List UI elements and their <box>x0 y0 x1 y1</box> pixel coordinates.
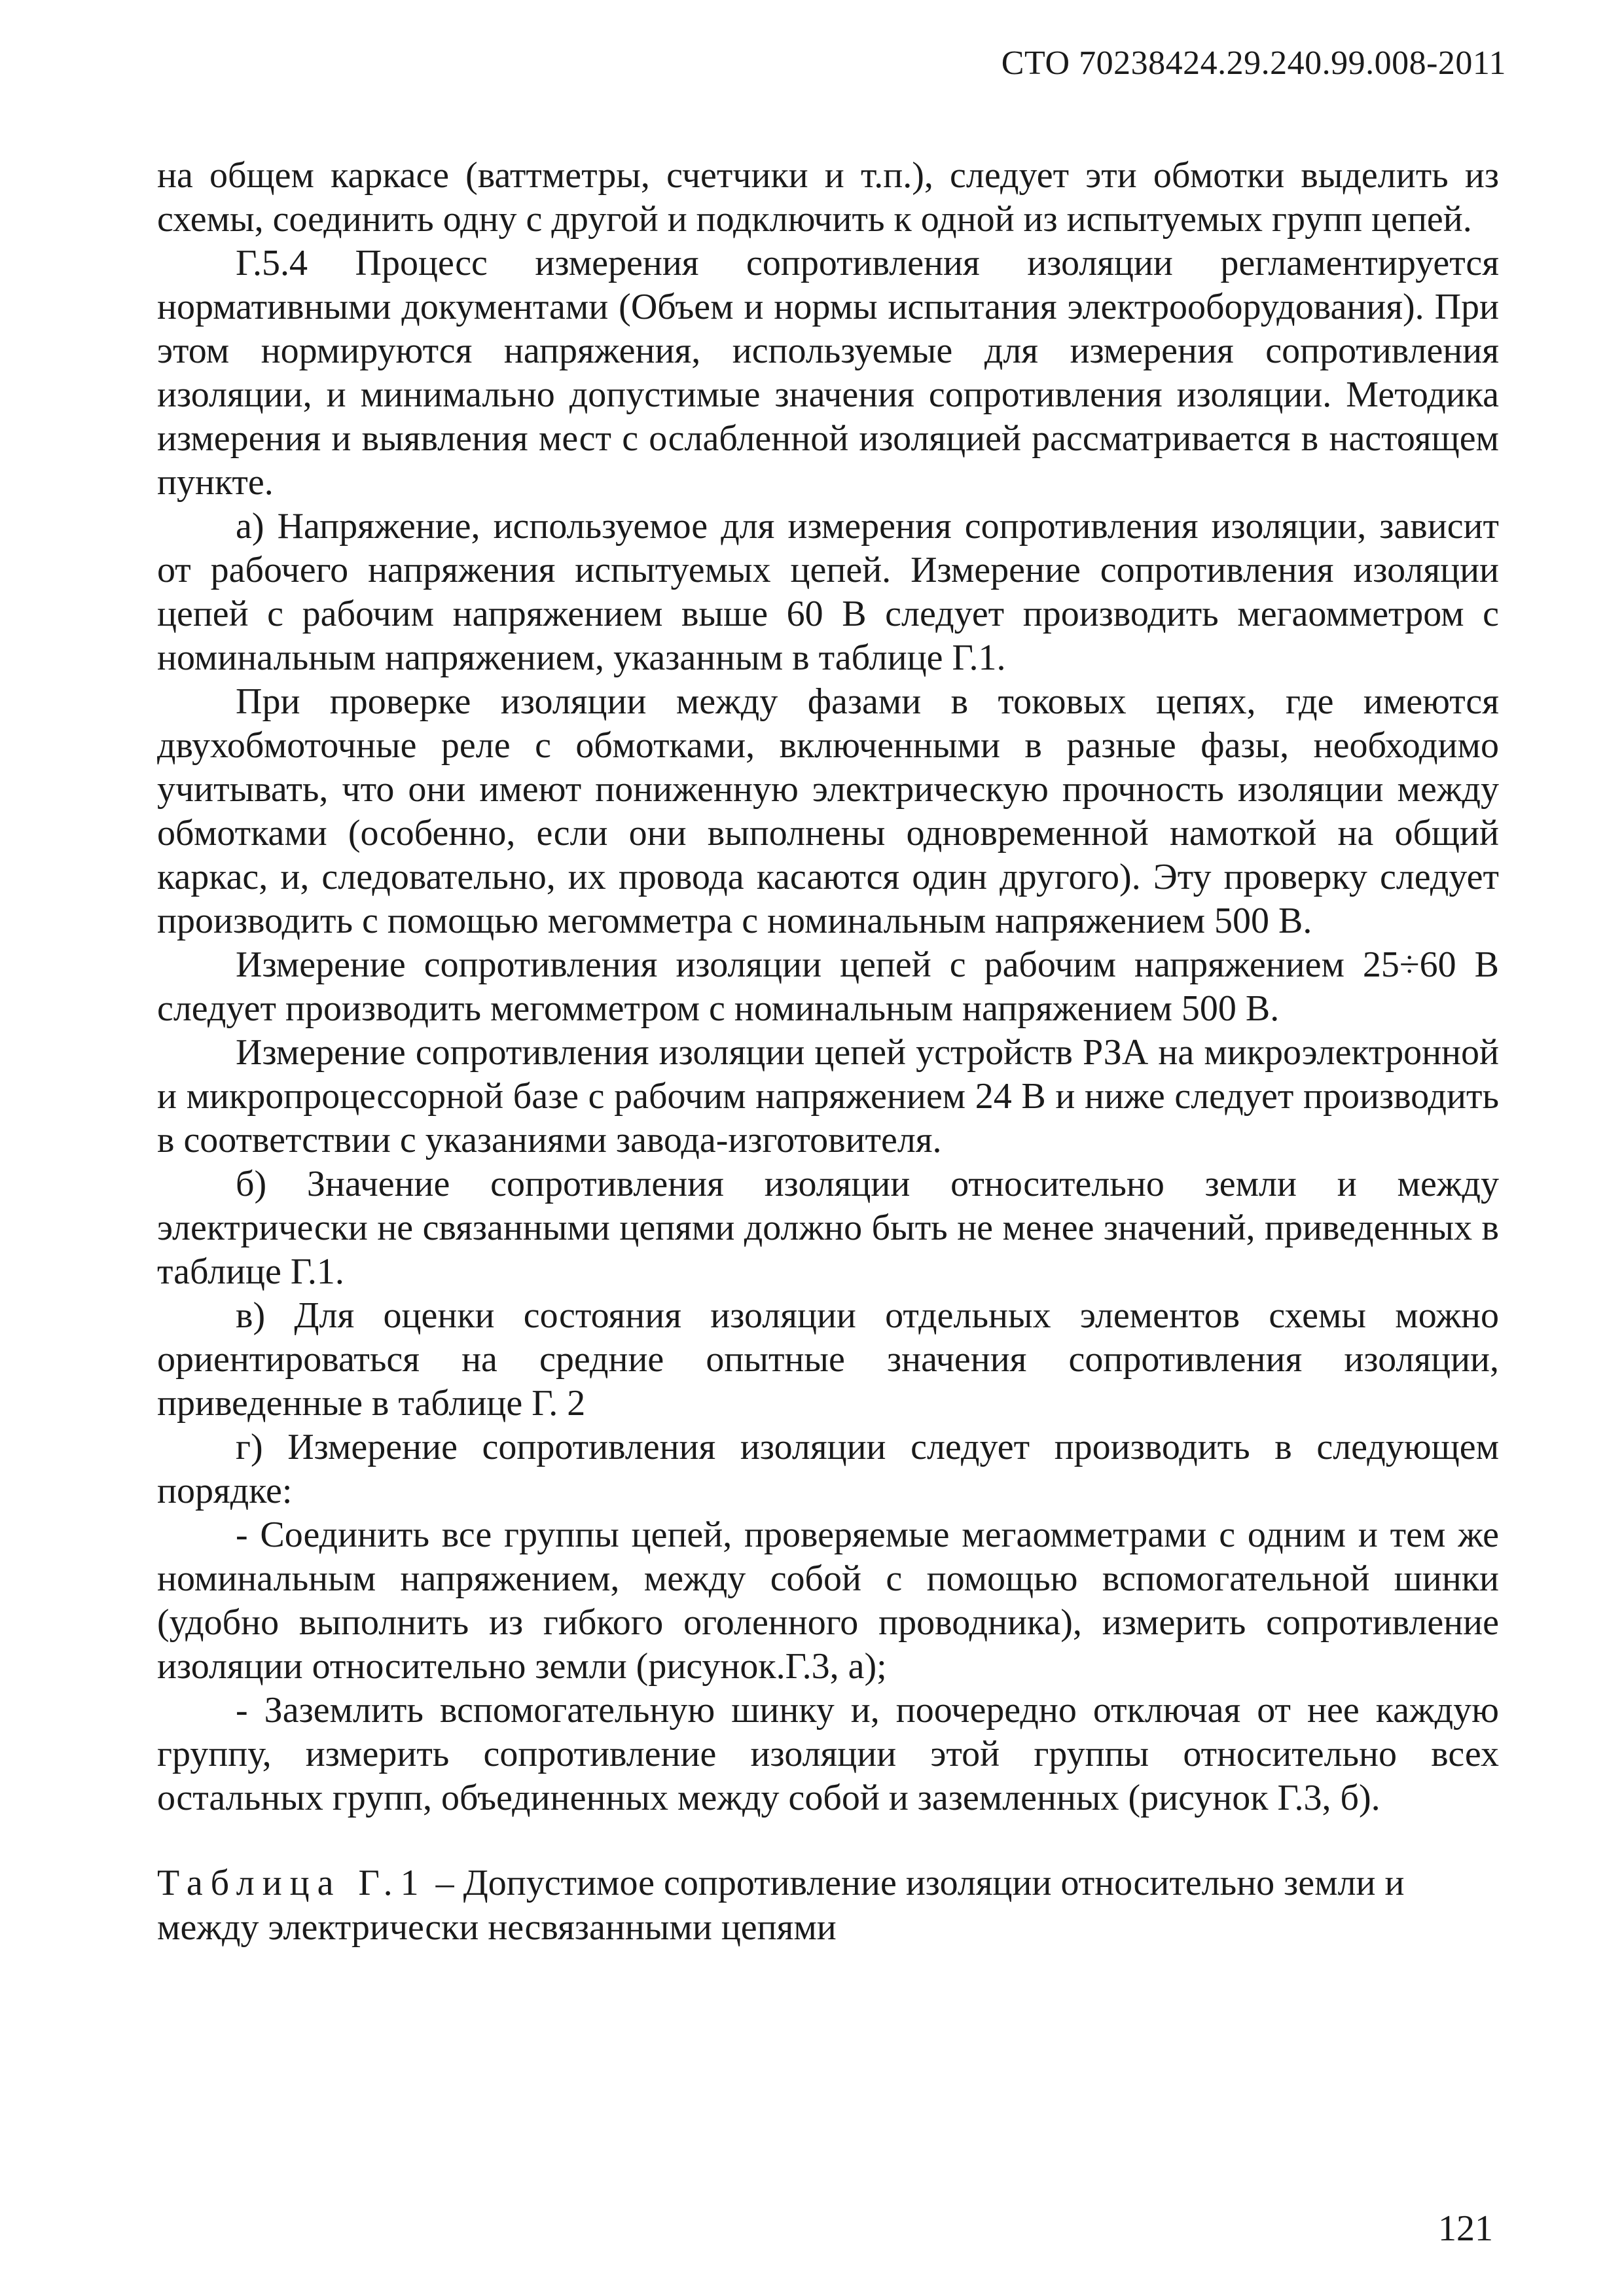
paragraph-25-60v: Измерение сопротивления изоляции цепей с рабочим напряжением 25÷60 В следует производить мегомметром с номинальным напряжением 500 В. <box>157 944 1499 1029</box>
paragraph-item-v: в) Для оценки состояния изоляции отдельных элементов схемы можно ориентироваться на средние опытные значения сопротивления изоляции, приведенные в таблице Г. 2 <box>157 1295 1499 1424</box>
table-caption-text: – Допустимое сопротивление изоляции относительно земли и между электрически несвязанными цепями <box>157 1863 1405 1948</box>
document-code-header: СТО 70238424.29.240.99.008-2011 <box>1001 45 1506 82</box>
paragraph-item-b: б) Значение сопротивления изоляции относительно земли и между электрически не связанными цепями должно быть не менее значений, приведенных в таблице Г.1. <box>157 1164 1499 1292</box>
paragraph-item-g: г) Измерение сопротивления изоляции следует производить в следующем порядке: <box>157 1427 1499 1511</box>
paragraph-g-5-4: Г.5.4 Процесс измерения сопротивления изоляции регламентируется нормативными документами (Объем и нормы испытания электрооборудования). При этом нормируются напряжения, используемые для измерения сопротивления изоляции, и минимально допустимые значения сопротивления изоляции. Методика измерения и выявления мест с ослабленной изоляцией рассматривается в настоящем пункте. <box>157 243 1499 503</box>
paragraph-item-a: а) Напряжение, используемое для измерения сопротивления изоляции, зависит от рабочего напряжения испытуемых цепей. Измерение сопротивления изоляции цепей с рабочим напряжением выше 60 В следует производить мегаомметром с номинальным напряжением, указанным в таблице Г.1. <box>157 506 1499 678</box>
list-item-ground-bus: - Заземлить вспомогательную шинку и, поочередно отключая от нее каждую группу, измерить сопротивление изоляции этой группы относительно всех остальных групп, объединенных между собой и заземленных (рисунок Г.3, б). <box>157 1690 1499 1818</box>
document-body <box>157 154 1499 1950</box>
paragraph-phase-check: При проверке изоляции между фазами в токовых цепях, где имеются двухобмоточные реле с обмотками, включенными в разные фазы, необходимо учитывать, что они имеют пониженную электрическую прочность изоляции между обмотками (особенно, если они выполнены одновременной намоткой на общий каркас, и, следовательно, их провода касаются один другого). Эту проверку следует производить с помощью мегомметра с номинальным напряжением 500 В. <box>157 681 1499 941</box>
table-caption-label: Таблица Г.1 <box>157 1863 427 1903</box>
paragraph-continuation: на общем каркасе (ваттметры, счетчики и т.п.), следует эти обмотки выделить из схемы, соединить одну с другой и подключить к одной из испытуемых групп цепей. <box>157 155 1499 240</box>
paragraph-rza-devices: Измерение сопротивления изоляции цепей устройств РЗА на микроэлектронной и микропроцессорной базе с рабочим напряжением 24 В и ниже следует производить в соответствии с указаниями завода-изготовителя. <box>157 1032 1499 1160</box>
list-item-connect-groups: - Соединить все группы цепей, проверяемые мегаомметрами с одним и тем же номинальным напряжением, между собой с помощью вспомогательной шинки (удобно выполнить из гибкого оголенного проводника), измерить сопротивление изоляции относительно земли (рисунок.Г.3, а); <box>157 1515 1499 1687</box>
page-number: 121 <box>1438 2208 1493 2249</box>
table-caption <box>157 1861 1499 1950</box>
